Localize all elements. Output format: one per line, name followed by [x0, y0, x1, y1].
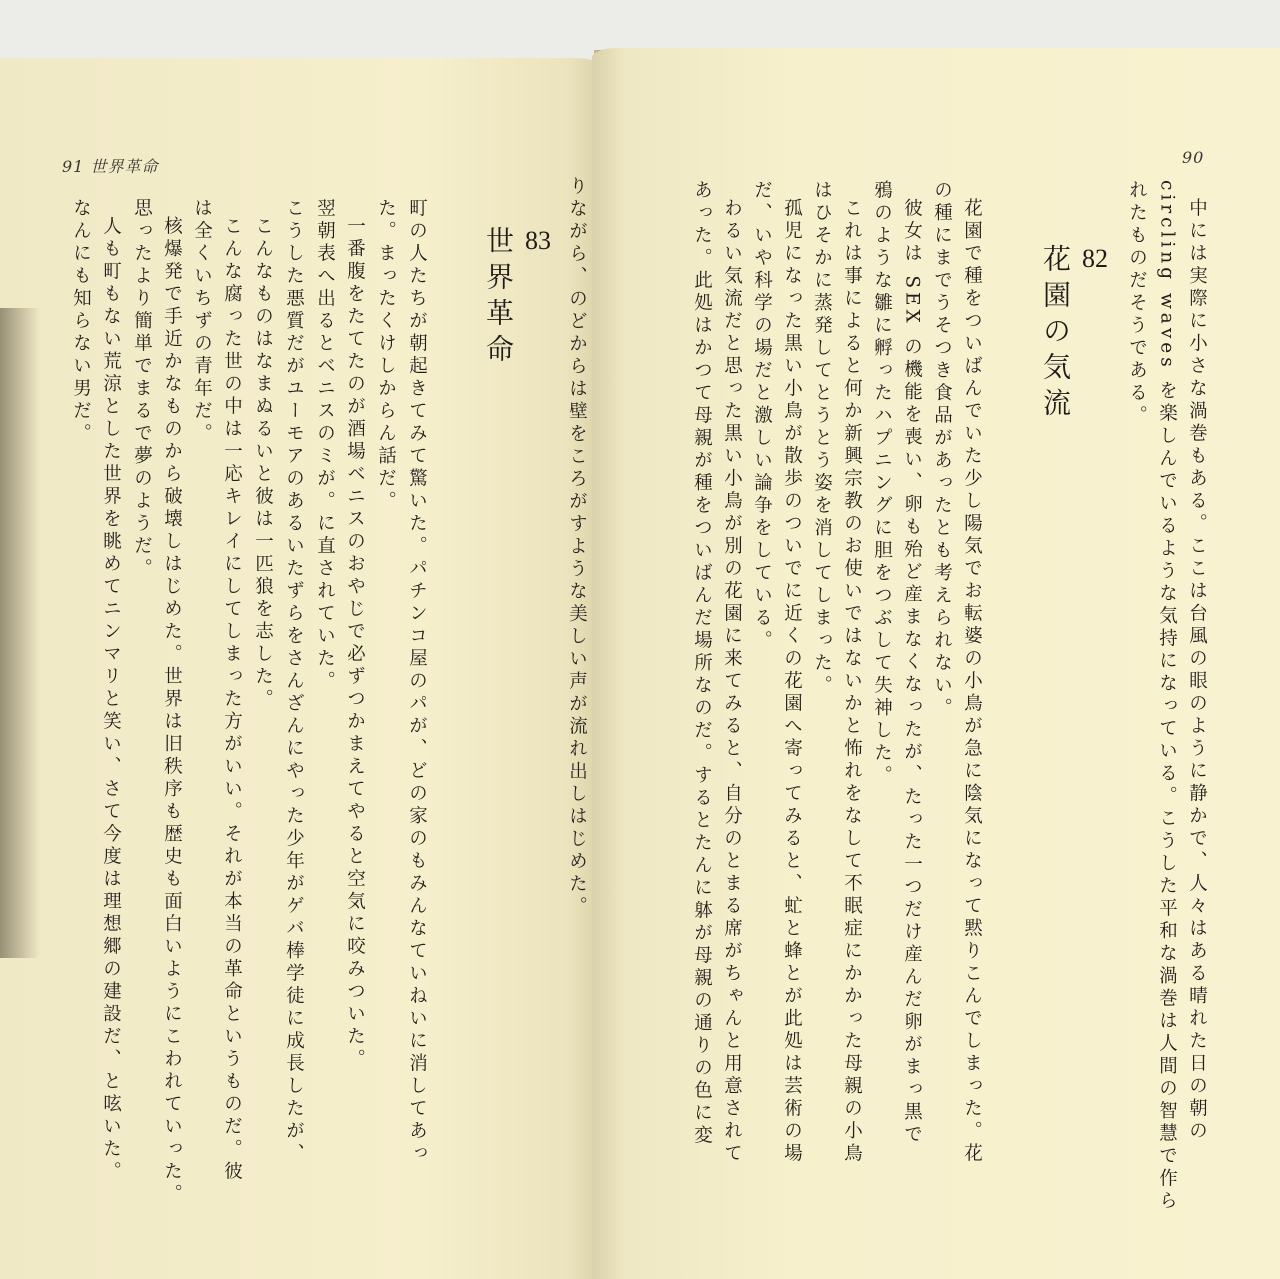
chapter-title: 花園の気流	[1039, 244, 1072, 424]
body-line-3: 一番腹をたてたのが酒場ベニスのおやじで必ずつかまえてやると空気に咬みついた。	[344, 216, 366, 1071]
chapter-heading-83	[478, 226, 558, 370]
body-line-6: はひそかに蒸発してとうとう姿を消してしまった。	[811, 180, 833, 698]
prev-line-3: れたものだそうである。	[1126, 180, 1148, 428]
body-line-2: の種にまでうそつき食品があったとも考えられない。	[931, 180, 953, 720]
body-line-9: 核爆発で手近かなものから破壊しはじめた。世界は旧秩序も歴史も面白いようにこわれていった。	[161, 216, 183, 1206]
chapter-number: 83	[525, 226, 551, 255]
body-line-10: 思ったより簡単でまるで夢のようだ。	[131, 198, 153, 581]
prev-line-1: 中には実際に小さな渦巻もある。ここは台風の眼のように静かで、人々はある晴れた日の朝の	[1186, 198, 1208, 1143]
prev-line-2: circling waves を楽しんでいるような気持になっている。こうした平和な渦巻は人間の智慧で作ら	[1156, 180, 1178, 1214]
page-number-right: 90	[1182, 148, 1205, 167]
chapter-number: 82	[1082, 244, 1108, 273]
body-line-7: 孤児になった黒い小鳥が散歩のついでに近くの花園へ寄ってみると、虻と蜂とが此処は芸術の場	[781, 198, 803, 1166]
right-page	[592, 48, 1280, 1279]
prev-chapter-tail: りながら、のどからは壁をころがすような美しい声が流れ出しはじめた。	[566, 176, 588, 919]
body-line-6: こんなものはなまぬるいと彼は一匹狼を志した。	[252, 216, 274, 711]
body-line-8: だ、いや科学の場だと激しい論争をしている。	[751, 180, 773, 653]
chapter-title: 世界革命	[482, 226, 515, 370]
body-line-10: あった。此処はかつて母親が種をついばんだ場所なのだ。するとたんに躰が母親の通りの色に変	[691, 180, 713, 1148]
body-line-3: 彼女は SEX の機能を喪い、卵も殆ど産まなくなったが、たった一つだけ産んだ卵がまっ黒で	[901, 198, 923, 1147]
left-page	[0, 58, 605, 1279]
body-line-4: 鴉のような雛に孵ったハプニングに胆をつぶして失神した。	[871, 180, 893, 788]
body-line-1: 花園で種をついばんでいた少し陽気でお転婆の小鳥が急に陰気になって黙りこんでしまった。花	[961, 198, 983, 1166]
running-head-left: 91 世界革命	[62, 157, 159, 176]
body-line-12: なんにも知らない男だ。	[70, 198, 92, 446]
page-edge-shadow	[0, 308, 40, 958]
body-line-11: 人も町もない荒涼とした世界を眺めてニンマリと笑い、さて今度は理想郷の建設だ、と呟いた。	[100, 216, 122, 1184]
body-line-5: こうした悪質だがユーモアのあるいたずらをさんざんにやった少年がゲバ棒学徒に成長したが、	[283, 198, 305, 1166]
body-line-9: わるい気流だと思った黒い小鳥が別の花園に来てみると、自分のとまる席がちゃんと用意されて	[721, 198, 743, 1166]
body-line-7: こんな腐った世の中は一応キレイにしてしまった方がいい。それが本当の革命というものだ。彼	[221, 216, 243, 1184]
body-line-2: た。まったくけしからん話だ。	[375, 198, 397, 513]
body-line-5: これは事によると何か新興宗教のお使いではないかと怖れをなして不眠症にかかった母親の小鳥	[841, 198, 863, 1166]
body-line-1: 町の人たちが朝起きてみて驚いた。パチンコ屋のパが、どの家のもみんなていねいに消してあっ	[406, 198, 428, 1166]
body-line-8: は全くいちずの青年だ。	[191, 198, 213, 446]
body-line-4: 翌朝表へ出るとベニスのミが。に直されていた。	[314, 198, 336, 693]
chapter-heading-82	[1035, 244, 1115, 424]
